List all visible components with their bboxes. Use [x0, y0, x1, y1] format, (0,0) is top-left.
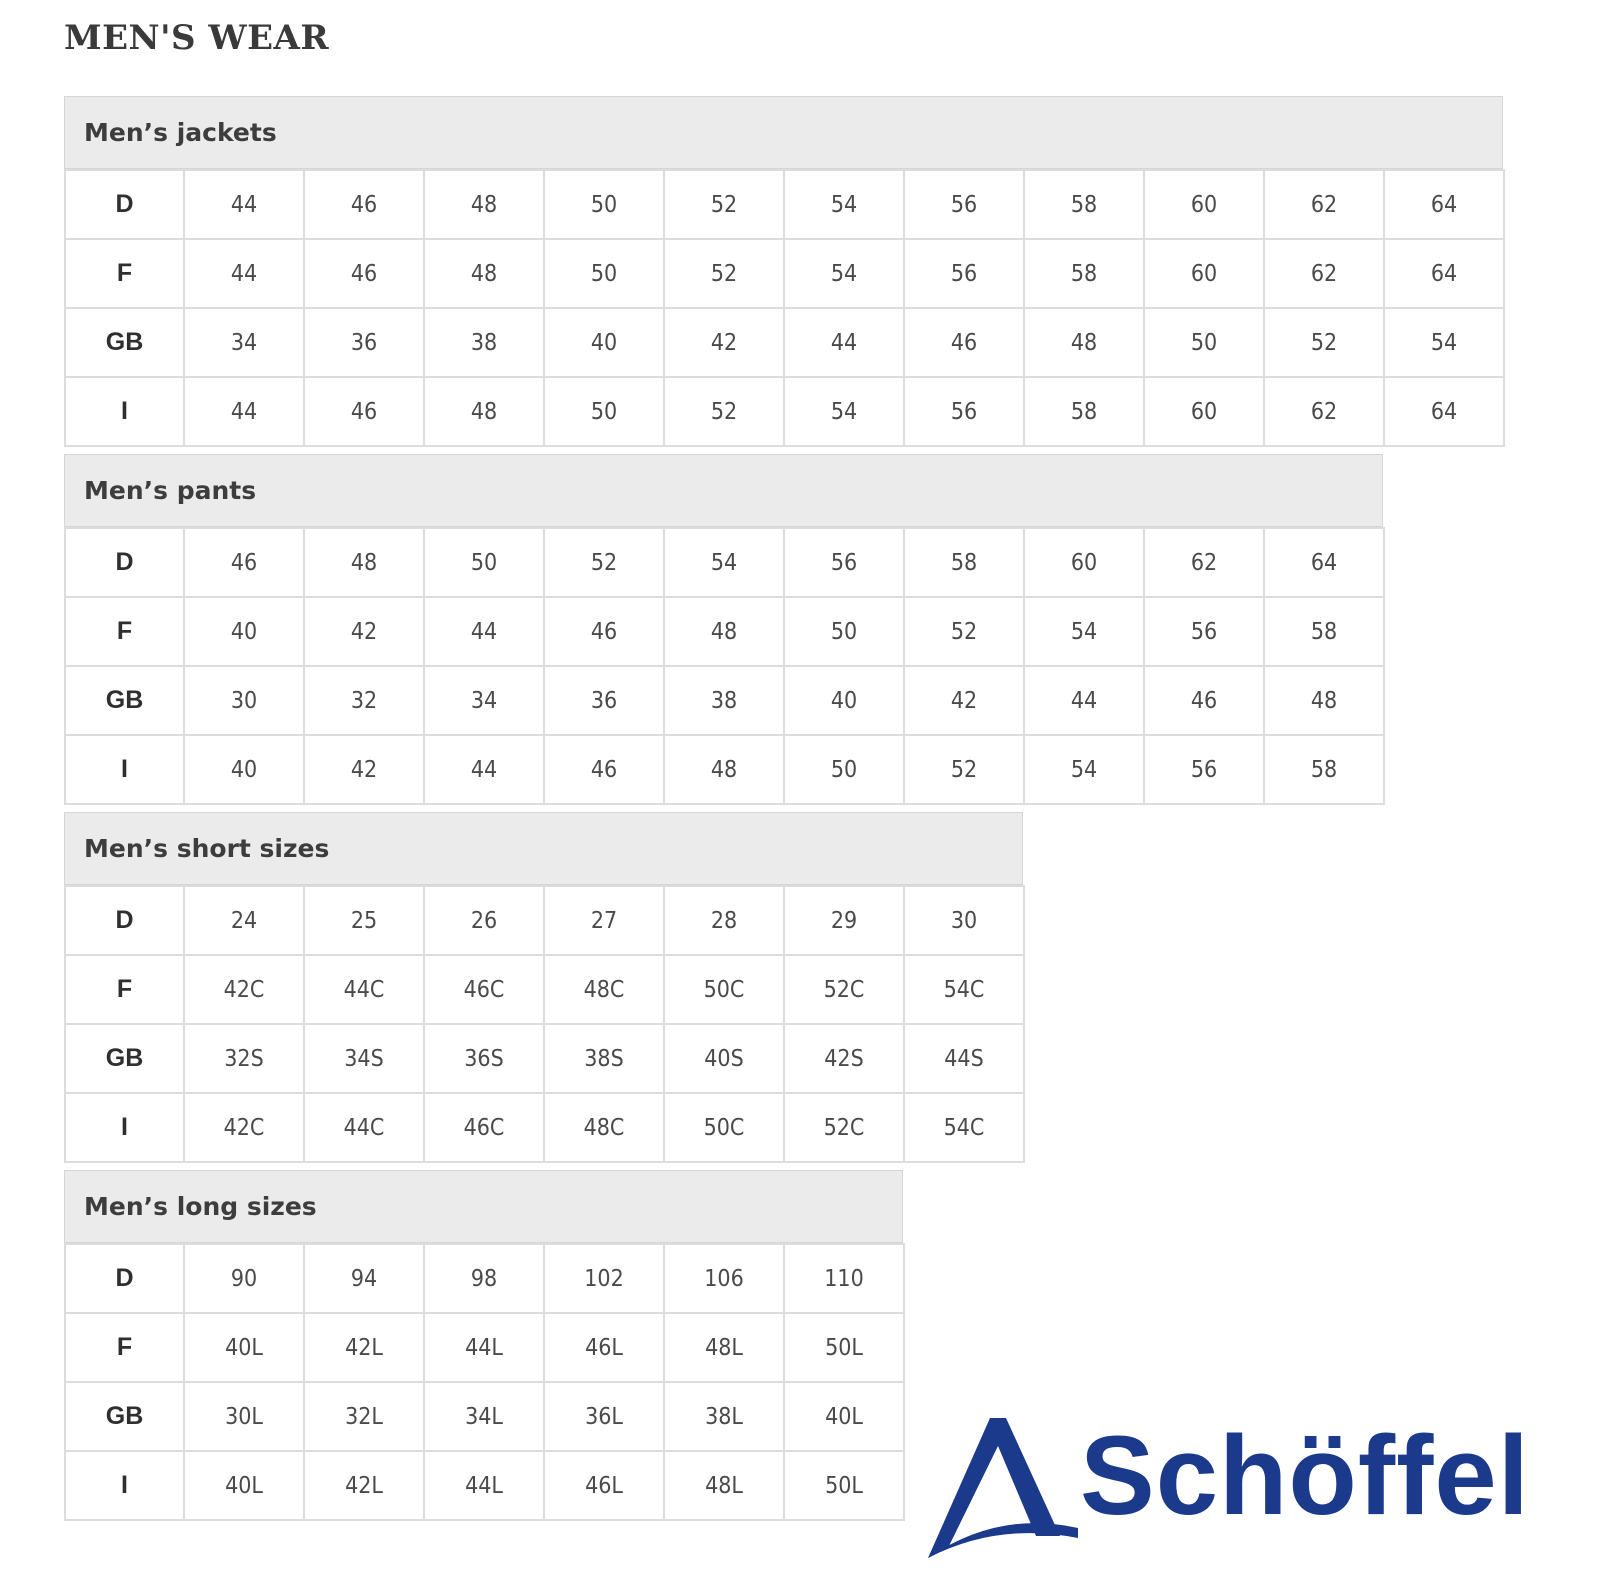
- country-label: GB: [65, 666, 184, 735]
- size-cell: 36L: [544, 1382, 664, 1451]
- size-cell: 42C: [184, 955, 304, 1024]
- size-cell: 50: [424, 528, 544, 597]
- size-section-jackets: [64, 96, 1503, 447]
- size-cell: 44L: [424, 1313, 544, 1382]
- size-cell: 56: [904, 170, 1024, 239]
- size-cell: 50: [544, 170, 664, 239]
- size-cell: 40L: [184, 1451, 304, 1520]
- size-cell: 46: [304, 239, 424, 308]
- country-label: I: [65, 1451, 184, 1520]
- country-label: D: [65, 1244, 184, 1313]
- size-cell: 50L: [784, 1451, 904, 1520]
- size-cell: 42L: [304, 1451, 424, 1520]
- country-label: F: [65, 239, 184, 308]
- country-label: D: [65, 528, 184, 597]
- size-cell: 54: [1384, 308, 1504, 377]
- size-cell: 58: [1024, 239, 1144, 308]
- size-cell: 52: [664, 377, 784, 446]
- size-cell: 36S: [424, 1024, 544, 1093]
- country-label: GB: [65, 1024, 184, 1093]
- table-row: [65, 377, 1504, 446]
- size-cell: 42L: [304, 1313, 424, 1382]
- size-cell: 40: [544, 308, 664, 377]
- country-label: GB: [65, 308, 184, 377]
- size-cell: 48C: [544, 955, 664, 1024]
- size-cell: 44: [184, 170, 304, 239]
- table-row: [65, 1024, 1024, 1093]
- country-label: GB: [65, 1382, 184, 1451]
- size-cell: 44: [424, 735, 544, 804]
- size-cell: 48: [304, 528, 424, 597]
- section-title: Men’s long sizes: [64, 1170, 903, 1243]
- size-cell: 29: [784, 886, 904, 955]
- size-cell: 48L: [664, 1313, 784, 1382]
- table-row: [65, 886, 1024, 955]
- size-cell: 44: [424, 597, 544, 666]
- size-cell: 52: [904, 735, 1024, 804]
- size-cell: 44: [1024, 666, 1144, 735]
- size-cell: 106: [664, 1244, 784, 1313]
- size-cell: 40L: [784, 1382, 904, 1451]
- size-cell: 48: [424, 377, 544, 446]
- table-row: [65, 308, 1504, 377]
- size-cell: 52C: [784, 955, 904, 1024]
- size-table: [64, 169, 1505, 447]
- size-cell: 64: [1384, 377, 1504, 446]
- country-label: F: [65, 597, 184, 666]
- table-row: [65, 597, 1384, 666]
- size-cell: 24: [184, 886, 304, 955]
- size-cell: 34: [184, 308, 304, 377]
- size-cell: 40S: [664, 1024, 784, 1093]
- size-cell: 62: [1144, 528, 1264, 597]
- size-cell: 36: [544, 666, 664, 735]
- size-cell: 46C: [424, 955, 544, 1024]
- size-cell: 64: [1264, 528, 1384, 597]
- size-cell: 38L: [664, 1382, 784, 1451]
- size-cell: 54: [664, 528, 784, 597]
- size-cell: 40: [184, 597, 304, 666]
- size-section-short: [64, 812, 1023, 1163]
- size-cell: 60: [1144, 170, 1264, 239]
- size-cell: 46L: [544, 1451, 664, 1520]
- country-label: F: [65, 1313, 184, 1382]
- page-title: MEN'S WEAR: [64, 18, 330, 58]
- size-cell: 46: [1144, 666, 1264, 735]
- size-cell: 48: [424, 170, 544, 239]
- size-cell: 52: [1264, 308, 1384, 377]
- size-cell: 52: [544, 528, 664, 597]
- size-cell: 32L: [304, 1382, 424, 1451]
- size-cell: 34: [424, 666, 544, 735]
- size-cell: 30: [904, 886, 1024, 955]
- size-cell: 48C: [544, 1093, 664, 1162]
- size-cell: 54: [1024, 735, 1144, 804]
- size-cell: 36: [304, 308, 424, 377]
- size-cell: 32: [304, 666, 424, 735]
- size-cell: 46C: [424, 1093, 544, 1162]
- size-cell: 40L: [184, 1313, 304, 1382]
- size-cell: 42: [304, 597, 424, 666]
- size-cell: 46L: [544, 1313, 664, 1382]
- size-cell: 56: [1144, 735, 1264, 804]
- size-cell: 58: [1264, 735, 1384, 804]
- size-cell: 50L: [784, 1313, 904, 1382]
- size-cell: 58: [1024, 377, 1144, 446]
- size-cell: 38S: [544, 1024, 664, 1093]
- size-cell: 38: [664, 666, 784, 735]
- size-table: [64, 1243, 905, 1521]
- size-cell: 50C: [664, 955, 784, 1024]
- size-cell: 60: [1024, 528, 1144, 597]
- size-cell: 54: [784, 377, 904, 446]
- section-title: Men’s jackets: [64, 96, 1503, 169]
- size-cell: 58: [1024, 170, 1144, 239]
- size-cell: 58: [1264, 597, 1384, 666]
- table-row: [65, 170, 1504, 239]
- section-title: Men’s short sizes: [64, 812, 1023, 885]
- size-cell: 46: [184, 528, 304, 597]
- size-cell: 32S: [184, 1024, 304, 1093]
- size-cell: 44C: [304, 1093, 424, 1162]
- size-cell: 34L: [424, 1382, 544, 1451]
- size-cell: 44: [784, 308, 904, 377]
- size-cell: 44L: [424, 1451, 544, 1520]
- size-cell: 90: [184, 1244, 304, 1313]
- size-cell: 52C: [784, 1093, 904, 1162]
- size-cell: 50: [544, 239, 664, 308]
- size-section-long: [64, 1170, 903, 1521]
- size-cell: 25: [304, 886, 424, 955]
- size-cell: 38: [424, 308, 544, 377]
- size-cell: 44S: [904, 1024, 1024, 1093]
- size-cell: 50C: [664, 1093, 784, 1162]
- country-label: F: [65, 955, 184, 1024]
- size-cell: 64: [1384, 170, 1504, 239]
- size-cell: 48L: [664, 1451, 784, 1520]
- size-cell: 50: [544, 377, 664, 446]
- size-cell: 50: [784, 735, 904, 804]
- brand-name: Schöffel: [1080, 1413, 1530, 1538]
- size-cell: 54: [1024, 597, 1144, 666]
- size-cell: 28: [664, 886, 784, 955]
- size-cell: 62: [1264, 377, 1384, 446]
- size-cell: 50: [1144, 308, 1264, 377]
- size-cell: 44: [184, 377, 304, 446]
- size-cell: 50: [784, 597, 904, 666]
- size-cell: 56: [1144, 597, 1264, 666]
- country-label: I: [65, 735, 184, 804]
- size-cell: 34S: [304, 1024, 424, 1093]
- table-row: [65, 735, 1384, 804]
- size-cell: 42: [664, 308, 784, 377]
- size-cell: 54: [784, 239, 904, 308]
- size-cell: 56: [784, 528, 904, 597]
- country-label: I: [65, 377, 184, 446]
- size-cell: 48: [1024, 308, 1144, 377]
- size-cell: 60: [1144, 377, 1264, 446]
- size-table: [64, 885, 1025, 1163]
- table-row: [65, 1244, 904, 1313]
- table-row: [65, 1313, 904, 1382]
- size-cell: 58: [904, 528, 1024, 597]
- size-cell: 42C: [184, 1093, 304, 1162]
- size-cell: 54: [784, 170, 904, 239]
- size-cell: 62: [1264, 170, 1384, 239]
- size-cell: 102: [544, 1244, 664, 1313]
- size-cell: 54C: [904, 955, 1024, 1024]
- size-cell: 30: [184, 666, 304, 735]
- size-cell: 30L: [184, 1382, 304, 1451]
- size-cell: 52: [904, 597, 1024, 666]
- size-cell: 46: [544, 735, 664, 804]
- size-cell: 42S: [784, 1024, 904, 1093]
- size-cell: 46: [304, 377, 424, 446]
- size-cell: 26: [424, 886, 544, 955]
- size-cell: 48: [424, 239, 544, 308]
- table-row: [65, 666, 1384, 735]
- size-cell: 46: [304, 170, 424, 239]
- section-title: Men’s pants: [64, 454, 1383, 527]
- size-cell: 48: [664, 597, 784, 666]
- size-cell: 46: [904, 308, 1024, 377]
- size-cell: 48: [664, 735, 784, 804]
- table-row: [65, 1093, 1024, 1162]
- country-label: D: [65, 886, 184, 955]
- size-cell: 54C: [904, 1093, 1024, 1162]
- size-cell: 56: [904, 377, 1024, 446]
- size-cell: 62: [1264, 239, 1384, 308]
- table-row: [65, 1382, 904, 1451]
- size-cell: 56: [904, 239, 1024, 308]
- size-cell: 46: [544, 597, 664, 666]
- table-row: [65, 955, 1024, 1024]
- size-cell: 52: [664, 239, 784, 308]
- size-cell: 40: [784, 666, 904, 735]
- size-cell: 52: [664, 170, 784, 239]
- size-cell: 98: [424, 1244, 544, 1313]
- size-cell: 42: [304, 735, 424, 804]
- size-table: [64, 527, 1385, 805]
- size-cell: 27: [544, 886, 664, 955]
- size-cell: 40: [184, 735, 304, 804]
- size-section-pants: [64, 454, 1383, 805]
- size-cell: 64: [1384, 239, 1504, 308]
- size-cell: 44C: [304, 955, 424, 1024]
- size-cell: 60: [1144, 239, 1264, 308]
- table-row: [65, 528, 1384, 597]
- size-cell: 44: [184, 239, 304, 308]
- table-row: [65, 1451, 904, 1520]
- table-row: [65, 239, 1504, 308]
- size-cell: 94: [304, 1244, 424, 1313]
- size-cell: 42: [904, 666, 1024, 735]
- size-cell: 48: [1264, 666, 1384, 735]
- country-label: D: [65, 170, 184, 239]
- country-label: I: [65, 1093, 184, 1162]
- size-cell: 110: [784, 1244, 904, 1313]
